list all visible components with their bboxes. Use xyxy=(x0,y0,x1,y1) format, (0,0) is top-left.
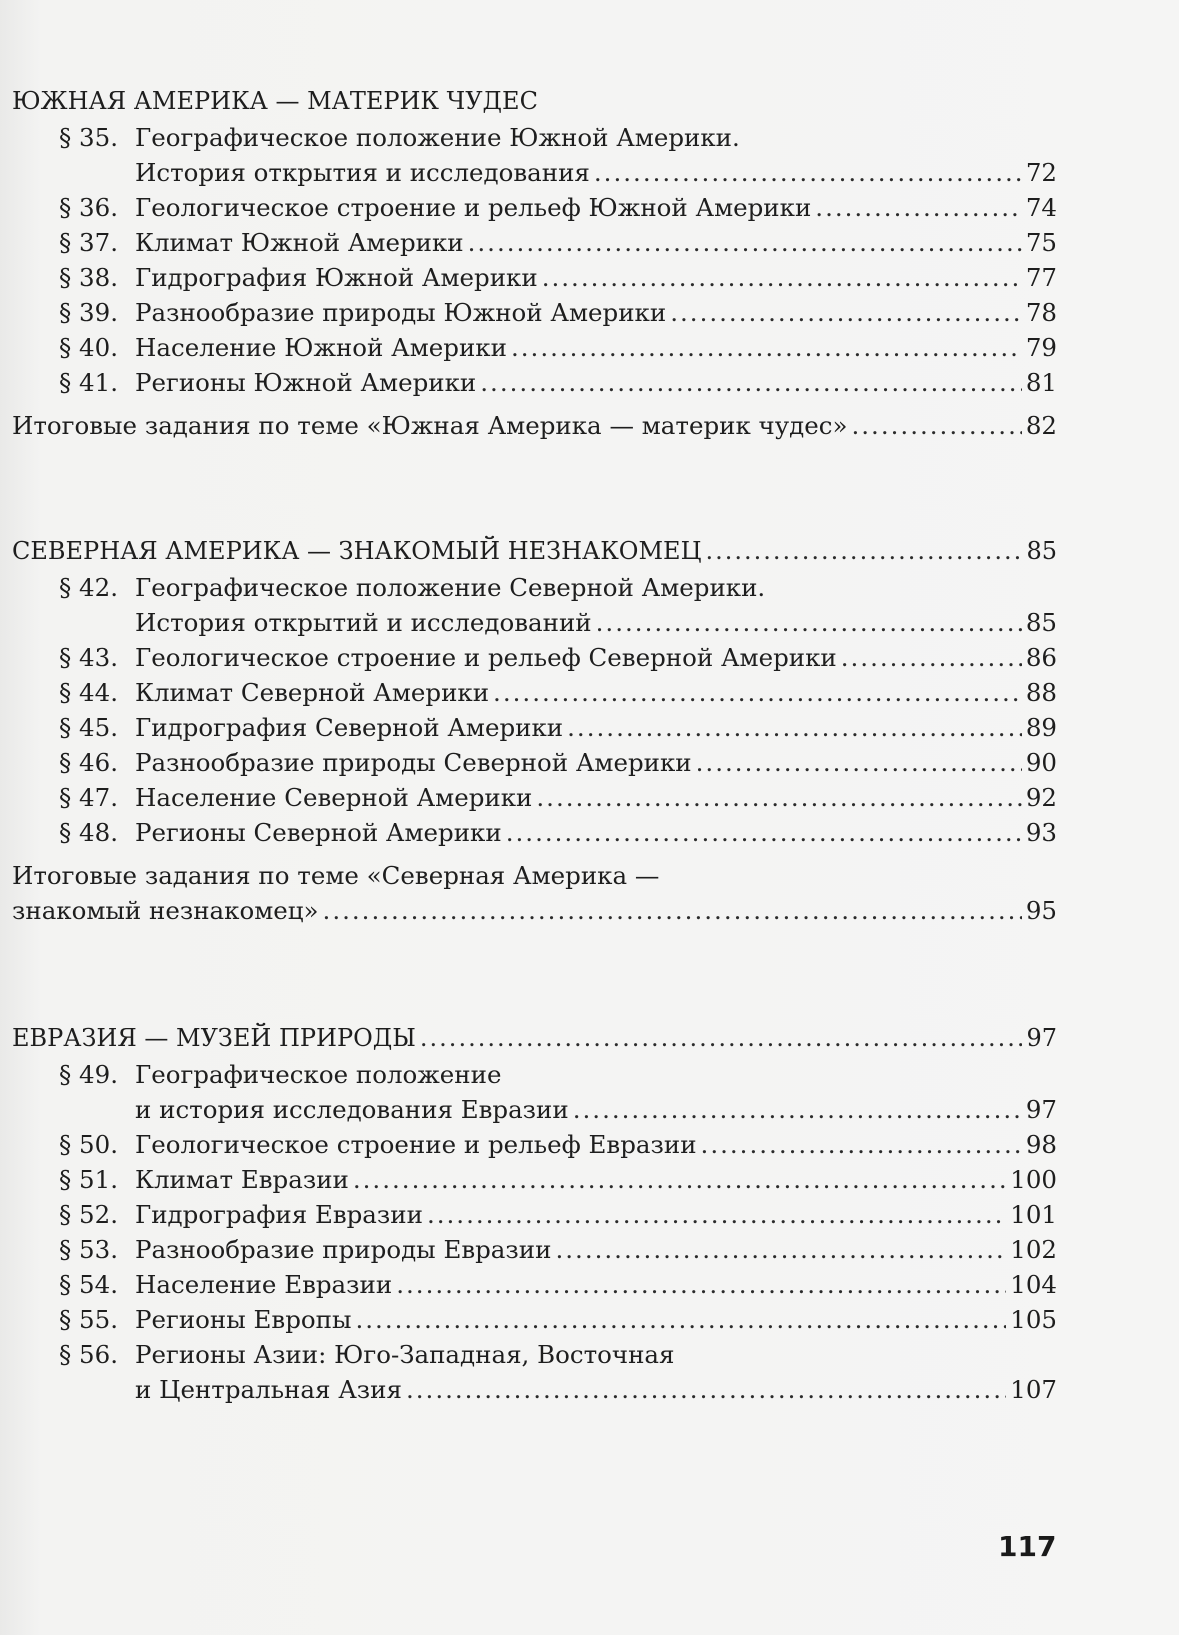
paragraph-number: § 43. xyxy=(59,643,119,672)
entry-title: Разнообразие природы Южной Америки xyxy=(135,298,667,327)
dot-leader xyxy=(468,226,1022,260)
toc-entry-line xyxy=(59,1198,1057,1232)
entry-page-number: 98 xyxy=(1025,1130,1057,1159)
entry-title: знакомый незнакомец» xyxy=(12,896,319,925)
entry-page-number: 77 xyxy=(1025,263,1057,292)
toc-entry-line xyxy=(59,1058,1057,1092)
paragraph-number: § 51. xyxy=(59,1165,119,1194)
toc-entry xyxy=(59,366,1057,400)
paragraph-number: § 42. xyxy=(59,573,119,602)
entry-page-number: 79 xyxy=(1025,333,1057,362)
entry-title: Население Евразии xyxy=(135,1270,393,1299)
toc-entry xyxy=(59,781,1057,815)
dot-leader xyxy=(706,534,1023,568)
entry-title: Регионы Азии: Юго-Западная, Восточная xyxy=(135,1340,675,1369)
entry-title: Регионы Европы xyxy=(135,1305,352,1334)
entry-title: Разнообразие природы Северной Америки xyxy=(135,748,692,777)
toc-entry-line xyxy=(59,781,1057,815)
dot-leader xyxy=(555,1233,1006,1267)
entry-title: Гидрография Евразии xyxy=(135,1200,423,1229)
paragraph-number: § 46. xyxy=(59,748,119,777)
entry-title: Климат Евразии xyxy=(135,1165,349,1194)
entry-page-number: 102 xyxy=(1010,1235,1057,1264)
entry-title: Население Южной Америки xyxy=(135,333,507,362)
section-heading-line xyxy=(12,1021,1057,1055)
dot-leader xyxy=(406,1373,1006,1407)
entry-page-number: 74 xyxy=(1025,193,1057,222)
section-heading xyxy=(12,1021,1057,1055)
entry-title: Геологическое строение и рельеф Южной Америки xyxy=(135,193,812,222)
entry-page-number: 101 xyxy=(1010,1200,1057,1229)
toc-entry xyxy=(59,1163,1057,1197)
entry-title: Климат Южной Америки xyxy=(135,228,464,257)
paragraph-number: § 45. xyxy=(59,713,119,742)
dot-leader xyxy=(841,641,1022,675)
entry-title: Регионы Южной Америки xyxy=(135,368,477,397)
dot-leader xyxy=(596,606,1022,640)
dot-leader xyxy=(506,816,1022,850)
entry-page-number: 78 xyxy=(1025,298,1057,327)
dot-leader xyxy=(353,1163,1006,1197)
entry-page-number: 85 xyxy=(1025,608,1057,637)
final-tasks-continuation-line xyxy=(12,894,1057,928)
entry-page-number: 82 xyxy=(1025,411,1057,440)
dot-leader xyxy=(542,261,1022,295)
entry-title: Климат Северной Америки xyxy=(135,678,490,707)
final-tasks xyxy=(12,409,1057,443)
paragraph-number: § 38. xyxy=(59,263,119,292)
dot-leader xyxy=(355,1303,1006,1337)
toc-entry-continuation-line xyxy=(59,606,1057,640)
paragraph-number: § 35. xyxy=(59,123,119,152)
section-heading xyxy=(12,84,1057,118)
entry-title: Итоговые задания по теме «Южная Америка — материк чудес» xyxy=(12,411,848,440)
entry-page-number: 92 xyxy=(1025,783,1057,812)
paragraph-number: § 53. xyxy=(59,1235,119,1264)
paragraph-number: § 55. xyxy=(59,1305,119,1334)
toc-entry xyxy=(59,261,1057,295)
final-tasks-line xyxy=(12,859,1057,893)
paragraph-number: § 39. xyxy=(59,298,119,327)
entry-title: Геологическое строение и рельеф Северной Америки xyxy=(135,643,837,672)
toc-entry-line xyxy=(59,296,1057,330)
toc-entry-line xyxy=(59,1268,1057,1302)
paragraph-number: § 36. xyxy=(59,193,119,222)
toc-entry xyxy=(59,641,1057,675)
toc-entry-line xyxy=(59,1303,1057,1337)
toc-entry-line xyxy=(59,1163,1057,1197)
entry-page-number: 107 xyxy=(1010,1375,1057,1404)
entry-title: ЕВРАЗИЯ — МУЗЕЙ ПРИРОДЫ xyxy=(12,1024,416,1052)
toc-entry-continuation-line xyxy=(59,1373,1057,1407)
entry-title: Географическое положение Северной Америки. xyxy=(135,573,766,602)
dot-leader xyxy=(427,1198,1006,1232)
toc-entry-line xyxy=(59,331,1057,365)
dot-leader xyxy=(511,331,1022,365)
dot-leader xyxy=(594,156,1022,190)
final-tasks xyxy=(12,859,1057,893)
entry-page-number: 97 xyxy=(1025,1095,1057,1124)
toc-entry xyxy=(59,296,1057,330)
toc-entry xyxy=(59,1128,1057,1162)
entry-page-number: 81 xyxy=(1025,368,1057,397)
entry-page-number: 89 xyxy=(1025,713,1057,742)
entry-page-number: 104 xyxy=(1010,1270,1057,1299)
toc-entry xyxy=(59,1338,1057,1372)
paragraph-number: § 41. xyxy=(59,368,119,397)
toc-entry xyxy=(59,191,1057,225)
dot-leader xyxy=(536,781,1021,815)
entry-page-number: 95 xyxy=(1025,896,1057,925)
entry-page-number: 90 xyxy=(1025,748,1057,777)
entry-title: Географическое положение xyxy=(135,1060,502,1089)
entry-page-number: 97 xyxy=(1026,1024,1057,1052)
toc-entry-line xyxy=(59,261,1057,295)
entry-title: История открытий и исследований xyxy=(135,608,592,637)
toc-entry-continuation-line xyxy=(59,156,1057,190)
paragraph-number: § 40. xyxy=(59,333,119,362)
entry-page-number: 75 xyxy=(1025,228,1057,257)
paragraph-number: § 50. xyxy=(59,1130,119,1159)
section-heading-line xyxy=(12,84,1057,118)
toc-entry-line xyxy=(59,366,1057,400)
toc-entry xyxy=(59,1058,1057,1092)
toc-entry-continuation xyxy=(59,1093,1057,1127)
toc-entry xyxy=(59,816,1057,850)
dot-leader xyxy=(323,894,1022,928)
entry-title: Итоговые задания по теме «Северная Америка — xyxy=(12,861,660,890)
entry-title: Гидрография Южной Америки xyxy=(135,263,538,292)
dot-leader xyxy=(701,1128,1022,1162)
section-heading xyxy=(12,534,1057,568)
dot-leader xyxy=(567,711,1022,745)
toc-entry xyxy=(59,1303,1057,1337)
toc-entry xyxy=(59,1233,1057,1267)
toc-entry xyxy=(59,226,1057,260)
dot-leader xyxy=(396,1268,1006,1302)
toc-entry xyxy=(59,1198,1057,1232)
entry-title: Гидрография Северной Америки xyxy=(135,713,564,742)
dot-leader xyxy=(480,366,1022,400)
entry-title: ЮЖНАЯ АМЕРИКА — МАТЕРИК ЧУДЕС xyxy=(12,87,538,115)
toc-entry-line xyxy=(59,1338,1057,1372)
dot-leader xyxy=(815,191,1022,225)
toc-entry-line xyxy=(59,191,1057,225)
toc-entry-line xyxy=(59,676,1057,710)
final-tasks-line xyxy=(12,409,1057,443)
toc-entry-line xyxy=(59,711,1057,745)
toc-entry-continuation-line xyxy=(59,1093,1057,1127)
final-tasks-continuation xyxy=(12,894,1057,928)
entry-title: История открытия и исследования xyxy=(135,158,590,187)
toc-entry xyxy=(59,571,1057,605)
paragraph-number: § 54. xyxy=(59,1270,119,1299)
dot-leader xyxy=(493,676,1022,710)
page-number: 117 xyxy=(998,1530,1057,1563)
toc-entry xyxy=(59,676,1057,710)
entry-title: Разнообразие природы Евразии xyxy=(135,1235,552,1264)
dot-leader xyxy=(670,296,1022,330)
entry-page-number: 105 xyxy=(1010,1305,1057,1334)
toc-entry xyxy=(59,1268,1057,1302)
entry-title: СЕВЕРНАЯ АМЕРИКА — ЗНАКОМЫЙ НЕЗНАКОМЕЦ xyxy=(12,537,702,565)
dot-leader xyxy=(851,409,1021,443)
dot-leader xyxy=(420,1021,1023,1055)
toc-entry-line xyxy=(59,1128,1057,1162)
toc-entry-line xyxy=(59,641,1057,675)
paragraph-number: § 48. xyxy=(59,818,119,847)
entry-page-number: 93 xyxy=(1025,818,1057,847)
toc-entry-line xyxy=(59,571,1057,605)
paragraph-number: § 47. xyxy=(59,783,119,812)
toc-entry xyxy=(59,121,1057,155)
paragraph-number: § 37. xyxy=(59,228,119,257)
toc-entry-line xyxy=(59,1233,1057,1267)
entry-title: и Центральная Азия xyxy=(135,1375,402,1404)
entry-title: Географическое положение Южной Америки. xyxy=(135,123,740,152)
toc-entry-continuation xyxy=(59,1373,1057,1407)
entry-title: Геологическое строение и рельеф Евразии xyxy=(135,1130,697,1159)
entry-page-number: 100 xyxy=(1010,1165,1057,1194)
toc-entry-line xyxy=(59,121,1057,155)
entry-page-number: 86 xyxy=(1025,643,1057,672)
toc-entry-continuation xyxy=(59,606,1057,640)
entry-title: Население Северной Америки xyxy=(135,783,533,812)
entry-title: и история исследования Евразии xyxy=(135,1095,569,1124)
entry-page-number: 72 xyxy=(1025,158,1057,187)
entry-page-number: 88 xyxy=(1025,678,1057,707)
paragraph-number: § 56. xyxy=(59,1340,119,1369)
paragraph-number: § 44. xyxy=(59,678,119,707)
paragraph-number: § 49. xyxy=(59,1060,119,1089)
paragraph-number: § 52. xyxy=(59,1200,119,1229)
toc-entry xyxy=(59,746,1057,780)
toc-entry-line xyxy=(59,226,1057,260)
dot-leader xyxy=(573,1093,1022,1127)
section-heading-line xyxy=(12,534,1057,568)
toc-entry-line xyxy=(59,746,1057,780)
entry-title: Регионы Северной Америки xyxy=(135,818,502,847)
dot-leader xyxy=(696,746,1022,780)
toc-entry xyxy=(59,711,1057,745)
toc-entry-continuation xyxy=(59,156,1057,190)
toc-entry xyxy=(59,331,1057,365)
entry-page-number: 85 xyxy=(1026,537,1057,565)
toc-entry-line xyxy=(59,816,1057,850)
